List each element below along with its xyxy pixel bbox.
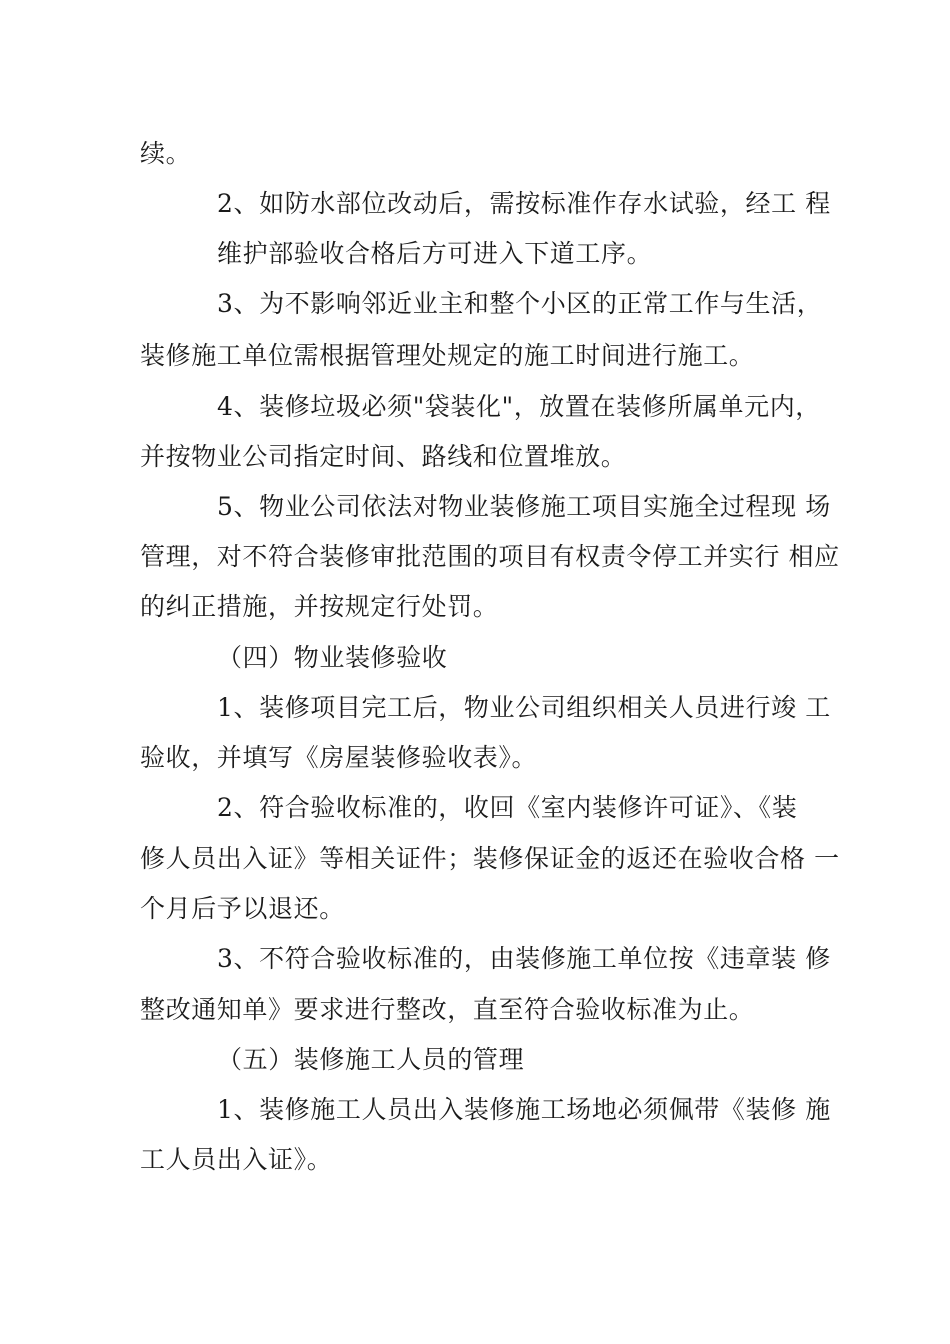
text-line: 的纠正措施，并按规定行处罚。 xyxy=(140,592,499,621)
text-line: 验收，并填写《房屋装修验收表》。 xyxy=(140,743,538,772)
text-line: 维护部验收合格后方可进入下道工序。 xyxy=(217,239,653,268)
text-line: 3、为不影响邻近业主和整个小区的正常工作与生活， xyxy=(217,289,823,318)
text-line: 4、装修垃圾必须"袋装化"，放置在装修所属单元内， xyxy=(217,392,821,421)
text-line: 管理，对不符合装修审批范围的项目有权责令停工并实行 相应 xyxy=(140,542,840,571)
text-line: 1、装修施工人员出入装修施工场地必须佩带《装修 施 xyxy=(217,1095,831,1124)
text-line: 5、物业公司依法对物业装修施工项目实施全过程现 场 xyxy=(217,492,831,521)
text-line: 2、如防水部位改动后，需按标准作存水试验，经工 程 xyxy=(217,189,831,218)
text-line: 工人员出入证》。 xyxy=(140,1145,333,1174)
section-heading: （四）物业装修验收 xyxy=(217,643,448,672)
text-line: 个月后予以退还。 xyxy=(140,894,345,923)
section-heading: （五）装修施工人员的管理 xyxy=(217,1045,525,1074)
text-line: 修人员出入证》等相关证件；装修保证金的返还在验收合格 一 xyxy=(140,844,840,873)
text-line: 装修施工单位需根据管理处规定的施工时间进行施工。 xyxy=(140,341,755,370)
text-line: 2、符合验收标准的，收回《室内装修许可证》、《装 xyxy=(217,793,798,822)
text-line: 1、装修项目完工后，物业公司组织相关人员进行竣 工 xyxy=(217,693,831,722)
text-line: 3、不符合验收标准的，由装修施工单位按《违章装 修 xyxy=(217,944,831,973)
text-line: 并按物业公司指定时间、路线和位置堆放。 xyxy=(140,442,627,471)
text-line: 整改通知单》要求进行整改，直至符合验收标准为止。 xyxy=(140,995,755,1024)
text-line: 续。 xyxy=(140,139,192,168)
